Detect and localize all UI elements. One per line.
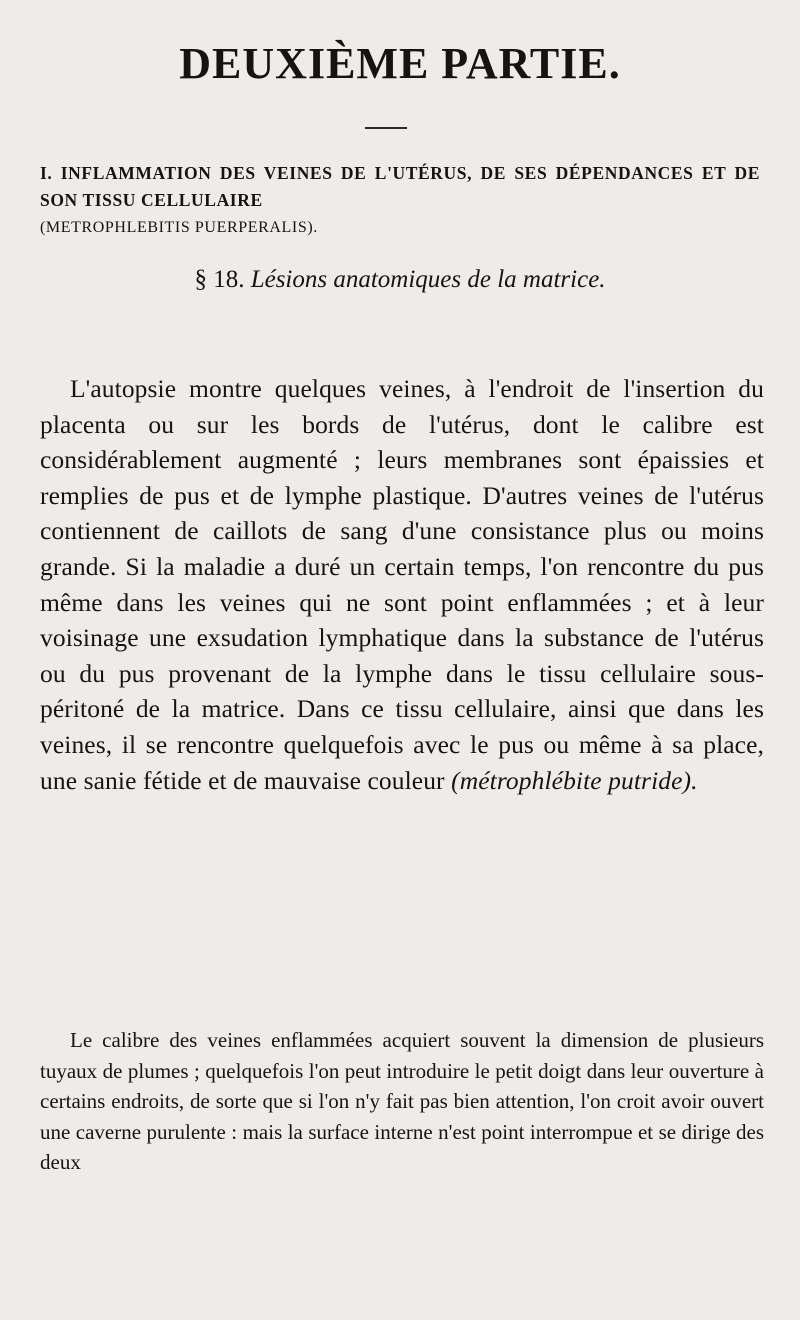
title-rule [365,127,407,129]
paragraph-1-italic-term: (métrophlébite putride). [451,765,698,795]
paragraph-1 [40,371,764,798]
section-heading [40,265,760,295]
chapter-heading [40,160,760,241]
section-number: § 18. [194,266,245,293]
paragraph-2: Le calibre des veines enflammées acquiert souvent la dimension de plusieurs tuyaux de plumes ; quelquefois l'on peut introduire le petit doigt dans leur ouverture à certains endroits, de sorte que si l'on n'y fait pas bien attention, l'on croit avoir ouvert une caverne purulente : mais la surface interne n'est point interrompue et se dirige des deux [40,1028,764,1174]
part-title: DEUXIÈME PARTIE. [179,39,621,88]
chapter-latin-name: (METROPHLEBITIS PUERPERALIS). [40,219,318,236]
chapter-title: I. INFLAMMATION DES VEINES DE L'UTÉRUS, DE SES DÉPENDANCES ET DE SON TISSU CELLULAIRE [40,163,760,210]
section-title: Lésions anatomiques de la matrice. [250,266,606,293]
paragraph-1-text: L'autopsie montre quelques veines, à l'endroit de l'insertion du placenta ou sur les bords de l'utérus, dont le calibre est considérablement augmenté ; leurs membranes sont épaissies et remplies de pus et de lymphe plastique. D'autres veines de l'utérus contiennent de caillots de sang d'une consistance plus ou moins grande. Si la maladie a duré un certain temps, l'on rencontre du pus même dans les veines qui ne sont point enflammées ; et à leur voisinage une exsudation lymphatique dans la substance de l'utérus ou du pus provenant de la lymphe dans le tissu cellulaire sous-péritoné de la matrice. Dans ce tissu cellulaire, ainsi que dans les veines, il se rencontre quelquefois avec le pus ou même à sa place, une sanie fétide et de mauvaise couleur [40,374,764,795]
